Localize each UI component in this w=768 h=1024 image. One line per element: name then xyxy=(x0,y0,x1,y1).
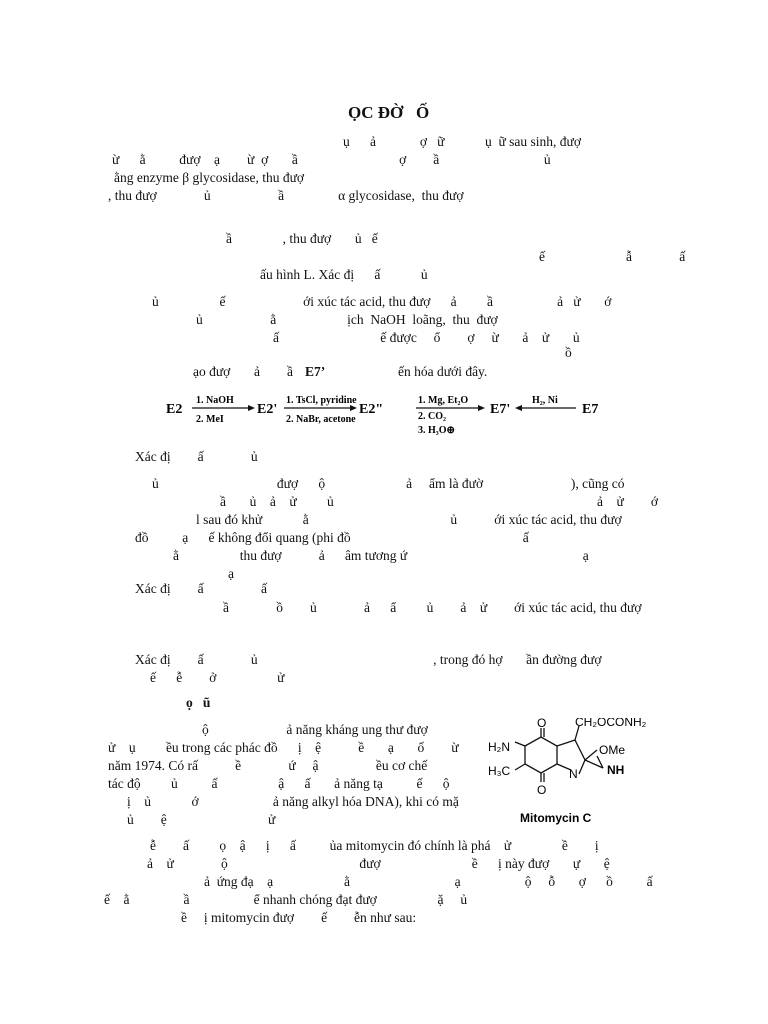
text-line: ủ ệ ử xyxy=(127,812,276,827)
text-line: ủ đượ ộ ả ẩm là đườ ), cũng có xyxy=(152,476,625,491)
arrow2-reagent-top: 1. TsCl, pyridine xyxy=(286,395,357,406)
reaction-scheme xyxy=(160,388,610,436)
mol-label-sidechain: CH₂OCONH₂ xyxy=(575,718,647,729)
mol-label-ome: OMe xyxy=(599,743,626,757)
text-line: ế ằ ầ ể nhanh chóng đạt đượ ặ ủ xyxy=(104,892,468,907)
text-line: ến hóa dưới đây. xyxy=(398,364,488,379)
mol-label-o-top: O xyxy=(537,718,547,730)
text-line: ạo đượ ả ầ xyxy=(193,364,293,379)
scheme-node-e2: E2 xyxy=(166,402,183,417)
text-line: Xác đị ấ ấ xyxy=(135,581,267,596)
text-line: năm 1974. Có rấ ề ứ ậ ều cơ chế xyxy=(108,758,428,773)
arrow2-reagent-bottom: 2. NaBr, acetone xyxy=(286,414,356,425)
bold-text-line: ọ ũ xyxy=(186,695,211,710)
text-line: Xác đị ấ ủ , trong đó hợ ần đường đượ xyxy=(135,652,602,667)
arrow1-reagent-top: 1. NaOH xyxy=(196,395,234,406)
text-line: ạ xyxy=(228,566,234,581)
mol-label-nh2: H₂N xyxy=(488,740,510,754)
mol-name-caption: Mitomycin C xyxy=(520,811,592,825)
text-line: ế ễ ở ử xyxy=(150,670,285,685)
text-line: ằ thu đượ ả âm tương ứ ạ xyxy=(173,548,589,563)
text-line: l sau đó khử ằ ủ ới xúc tác acid, thu đượ xyxy=(196,512,622,527)
text-line: ủ ằ ịch NaOH loãng, thu đượ xyxy=(196,312,498,327)
arrow3-reagent-bottom: 3. H₃O⊕ xyxy=(418,425,455,436)
text-line: Xác đị ấ ủ xyxy=(135,449,258,464)
text-line: ử ụ ều trong các phác đồ ị ệ ề ạ ố ừ xyxy=(108,740,459,755)
text-line: , thu đượ ủ ầ α glycosidase, thu đượ xyxy=(108,188,464,203)
mol-label-nh: NH xyxy=(607,763,625,777)
scheme-node-e2-prime: E2' xyxy=(257,402,278,417)
text-line: ồ xyxy=(565,345,572,360)
page-title: ỌC ĐỜ Ố xyxy=(348,103,430,122)
text-line: ả ử ộ đượ ề ị này đượ ự ệ xyxy=(147,856,610,871)
text-line: ầ ủ ả ử ủ ả ử ớ xyxy=(220,494,658,509)
text-line: đồ ạ ế không đổi quang (phi đồ ấ xyxy=(135,530,529,545)
text-line: ụ ả ợ ữ ụ ữ sau sinh, đượ xyxy=(343,134,581,149)
text-line: ị ủ ớ ả năng alkyl hóa DNA), khi có mặ xyxy=(127,794,459,809)
mitomycin-c-structure xyxy=(485,718,670,830)
text-line: ề ị mitomycin đượ ế ễn như sau: xyxy=(181,910,417,925)
text-line: tác độ ủ ấ ậ ấ ả năng tạ ế ộ xyxy=(108,776,450,791)
text-line: ả ứng đạ ạ ằ ạ ộ ỗ ợ ồ ấ xyxy=(204,874,653,889)
scheme-node-e7: E7 xyxy=(582,402,599,417)
arrow1-reagent-bottom: 2. MeI xyxy=(196,414,224,425)
text-line: ầ , thu đượ ủ ế xyxy=(226,231,378,246)
bold-text-line: E7’ xyxy=(305,364,326,379)
text-line: ằng enzyme β glycosidase, thu đượ xyxy=(114,170,305,185)
text-line: ầ ồ ủ ả ẩ ủ ả ử ới xúc tác acid, thu đượ xyxy=(223,600,642,615)
text-line: ấ ế được ổ ợ ừ ả ử ủ xyxy=(273,330,580,345)
arrow4-reagent-top: H₂, Ni xyxy=(532,395,558,406)
arrow3-reagent-mid: 2. CO₂ xyxy=(418,411,446,422)
scheme-node-e7-prime: E7' xyxy=(490,402,511,417)
text-line: ộ ả năng kháng ung thư đượ xyxy=(202,722,428,737)
text-line: ủ ế ới xúc tác acid, thu đượ ả ầ ả ử ớ xyxy=(152,294,612,309)
text-line: ấu hình L. Xác đị ấ ủ xyxy=(260,267,428,282)
mol-label-n-ring: N xyxy=(569,767,578,781)
text-line: ừ ằ đượ ạ ừ ợ ầ ợ ầ ủ xyxy=(112,152,551,167)
text-line: ế ẫ ấ xyxy=(539,249,686,264)
arrow3-reagent-top: 1. Mg, Et₂O xyxy=(418,395,469,406)
mol-label-o-bottom: O xyxy=(537,783,547,797)
mol-label-me: H₃C xyxy=(488,764,511,778)
text-line: ễ ấ ọ ậ ị ấ ủa mitomycin đó chính là phá ử ề ị xyxy=(150,838,599,853)
scheme-node-e2-double-prime: E2" xyxy=(359,402,384,417)
